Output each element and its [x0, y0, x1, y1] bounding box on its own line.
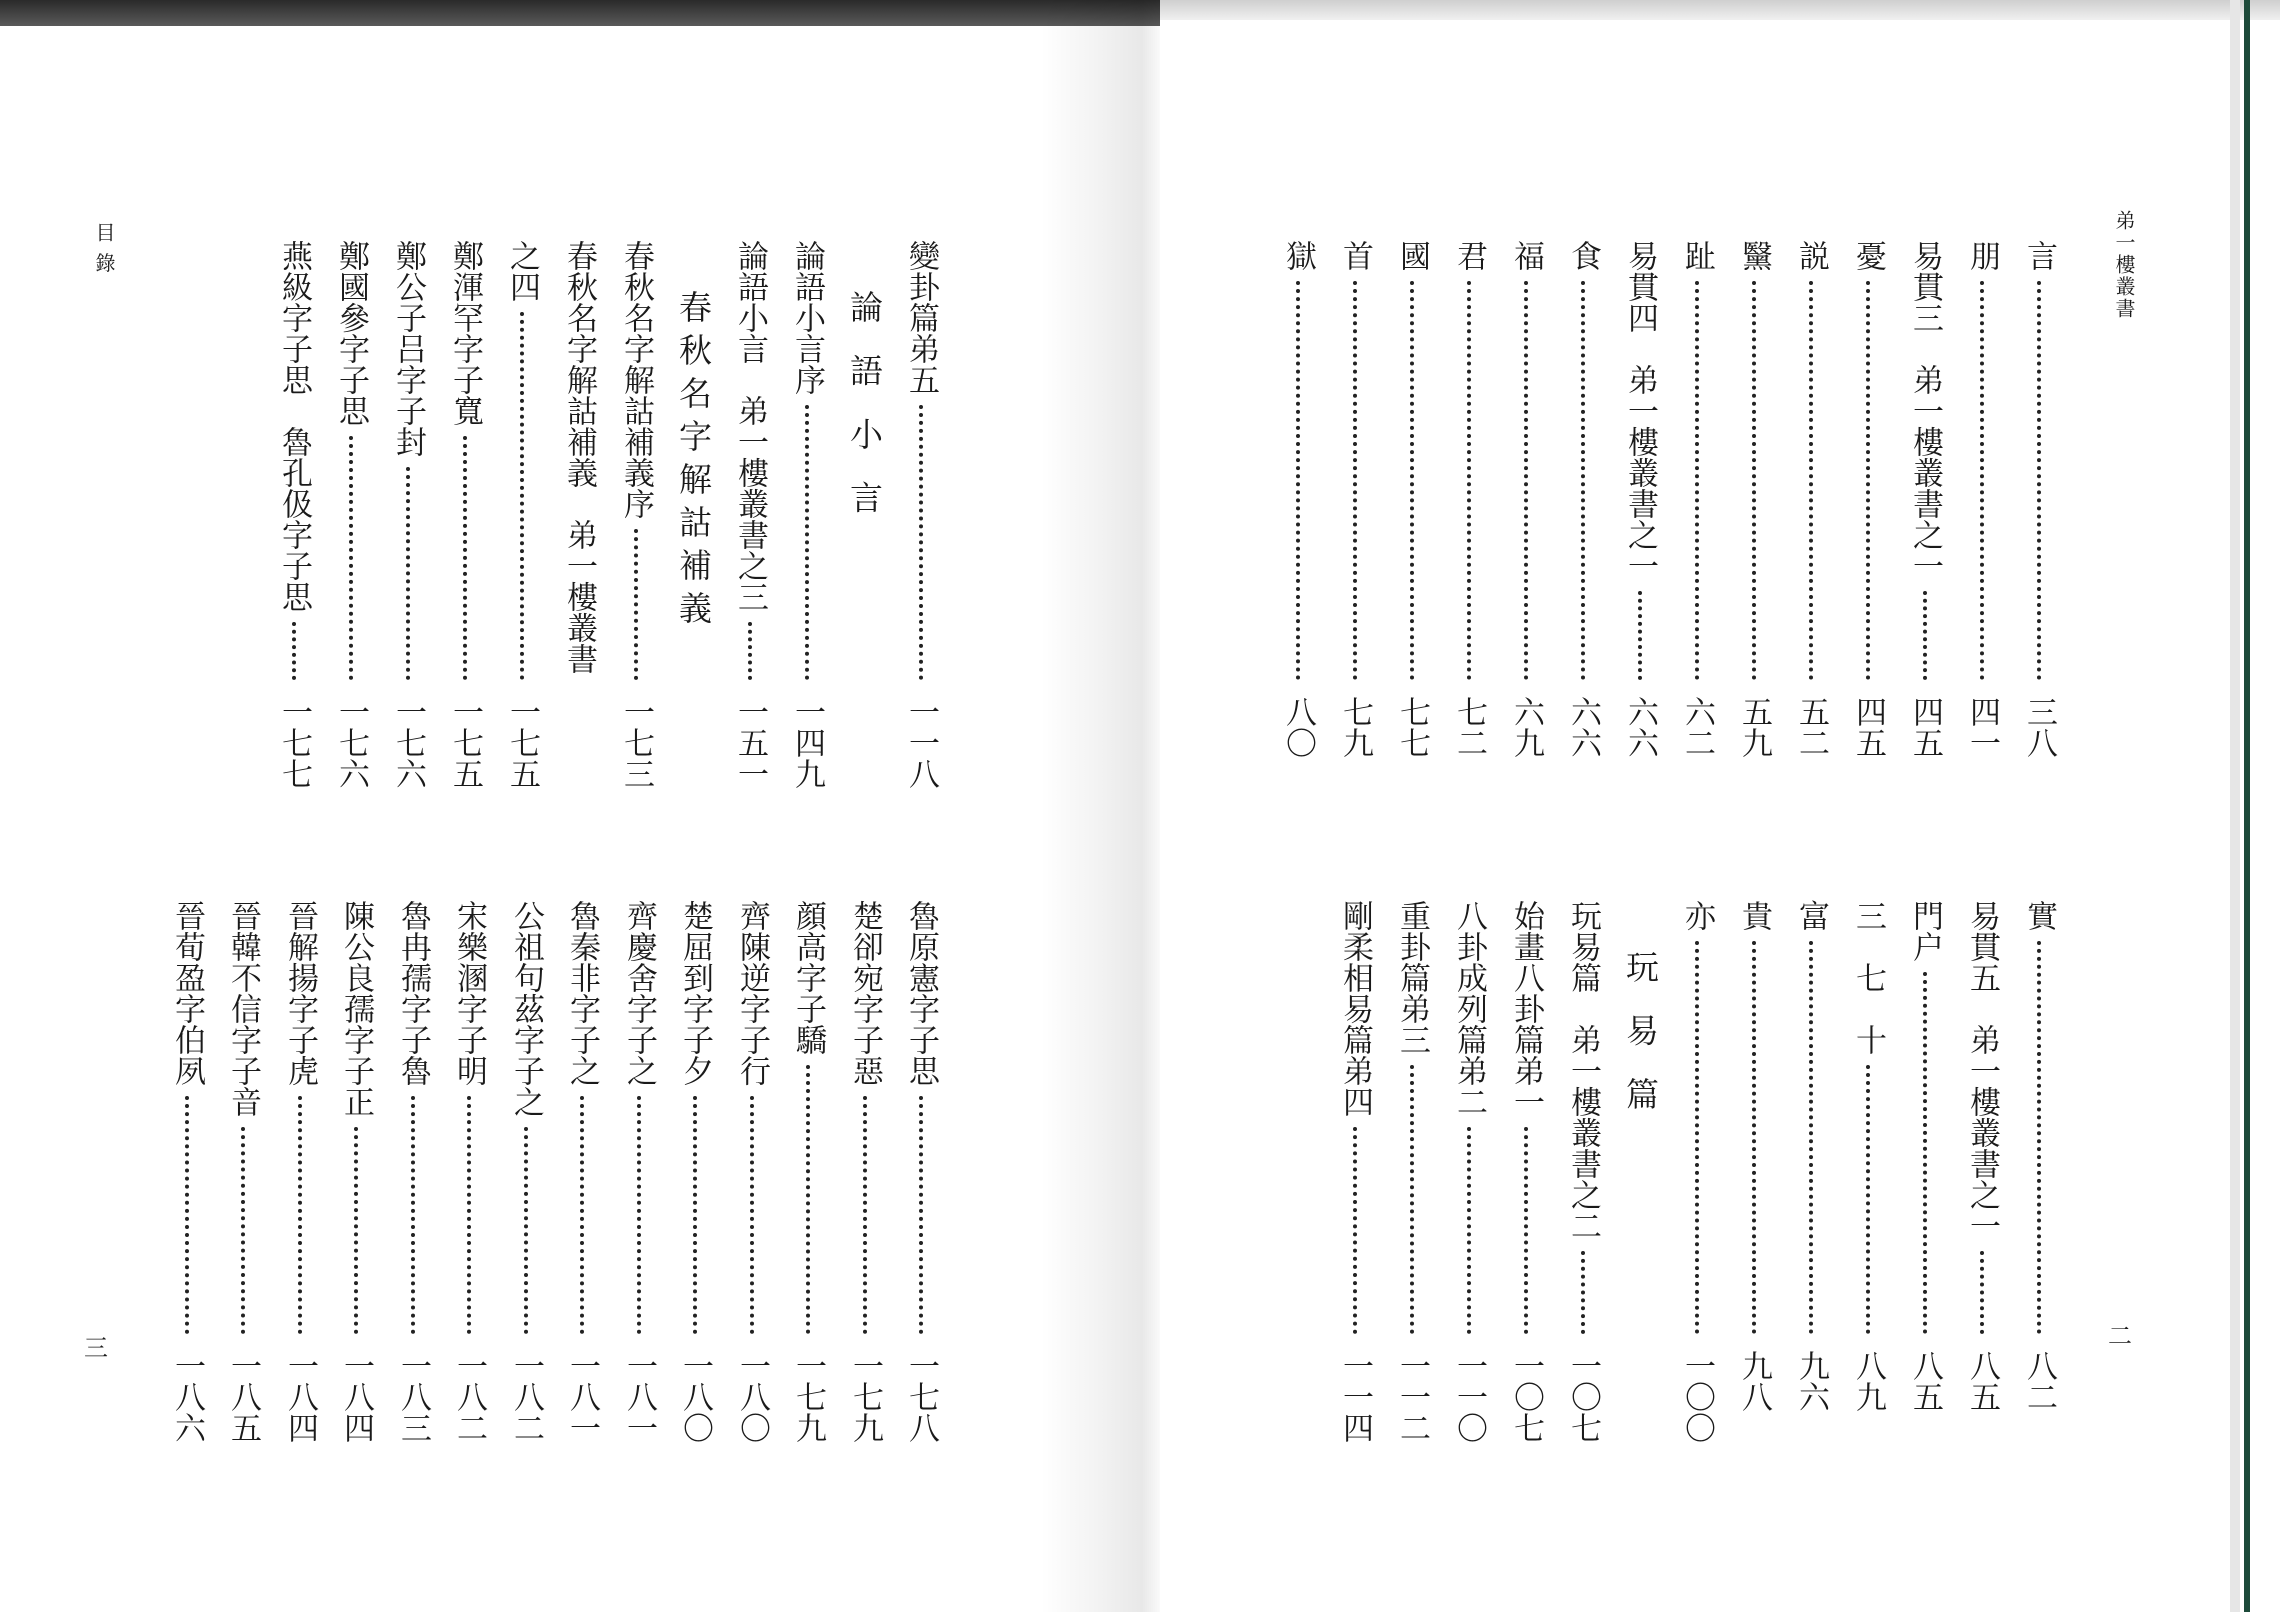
toc-entry-page-number: 三八 [2021, 696, 2057, 758]
toc-entry-title: 齊慶舍字子之 [621, 900, 657, 1086]
toc-entry-title: 黳 [1736, 240, 1772, 271]
toc-entry [1959, 240, 2005, 816]
toc-entry [390, 900, 436, 1470]
toc-entry [556, 240, 602, 816]
toc-entry [1503, 900, 1549, 1470]
toc-entry-page-number: 七二 [1451, 696, 1487, 758]
toc-entry-title: 楚屈到字子夕 [677, 900, 713, 1086]
dot-leader [1467, 281, 1471, 680]
dot-leader [919, 405, 923, 680]
toc-entry-page-number: 一一〇 [1451, 1350, 1487, 1443]
dot-leader [2037, 281, 2041, 680]
toc-entry [784, 240, 830, 816]
toc-entry-title: 魯秦非字子之 [564, 900, 600, 1086]
toc-entry-title: 八卦成列篇弟二 [1451, 900, 1487, 1117]
dot-leader [748, 622, 752, 680]
toc-entry [446, 900, 492, 1470]
toc-entry [898, 240, 944, 816]
toc-entry-title: 獄 [1280, 240, 1316, 271]
toc-entry-page-number: 六九 [1508, 696, 1544, 758]
toc-entry [1788, 240, 1834, 816]
toc-entry [727, 240, 773, 816]
toc-entry-page-number: 一八六 [169, 1350, 205, 1443]
page-edge [2230, 0, 2240, 1612]
toc-entry [1332, 240, 1378, 816]
toc-entry-title: 變卦篇弟五 [903, 240, 939, 395]
running-head-right: 弟一樓叢書 [2112, 210, 2136, 320]
toc-entry-title: 春秋名字解詁補義序 [618, 240, 654, 519]
toc-entry [672, 900, 718, 1470]
page-number-left: 三 [84, 1334, 108, 1362]
toc-entry-page-number: 一八四 [338, 1350, 374, 1443]
toc-entry-page-number: 一〇七 [1508, 1350, 1544, 1443]
dot-leader [1524, 281, 1528, 680]
toc-entry-page-number: 六六 [1565, 696, 1601, 758]
toc-entry-page-number: 四一 [1964, 696, 2000, 758]
toc-entry-page-number: 一一八 [903, 696, 939, 789]
toc-entry-title: 趾 [1679, 240, 1715, 271]
toc-entry-page-number: 九六 [1793, 1350, 1829, 1412]
toc-entry [271, 240, 317, 816]
toc-entry-page-number: 一八〇 [677, 1350, 713, 1443]
toc-entry-title: 首 [1337, 240, 1373, 271]
dot-leader [1410, 1065, 1414, 1334]
dot-leader [406, 467, 410, 680]
toc-entry-title: 易貫三 弟一樓叢書之一 [1907, 240, 1943, 581]
dot-leader [1695, 281, 1699, 680]
toc-entry [1731, 240, 1777, 816]
dot-leader [1809, 941, 1813, 1334]
toc-entry [898, 900, 944, 1470]
dot-leader [524, 1127, 528, 1334]
dot-leader [292, 622, 296, 680]
toc-entry-title: 重卦篇弟三 [1394, 900, 1430, 1055]
toc-entry [442, 240, 488, 816]
toc-entry [1332, 900, 1378, 1470]
dot-leader [805, 405, 809, 680]
toc-entry-title: 顔高字子驕 [790, 900, 826, 1055]
dot-leader [806, 1065, 810, 1334]
toc-entry-title: 陳公良孺字子正 [338, 900, 374, 1117]
dot-leader [241, 1127, 245, 1334]
toc-entry-title: 易貫五 弟一樓叢書之一 [1964, 900, 2000, 1241]
toc-entry [2016, 900, 2062, 1470]
dot-leader [750, 1096, 754, 1334]
dot-leader [1866, 1065, 1870, 1334]
dot-leader [349, 436, 353, 680]
toc-entry-page-number: 一一二 [1394, 1350, 1430, 1443]
toc-entry-title: 亦 [1679, 900, 1715, 931]
toc-entry-title: 貴 [1736, 900, 1772, 931]
toc-entry-title: 鄭公子吕字子封 [390, 240, 426, 457]
toc-entry-title: 楚卻宛字子惡 [847, 900, 883, 1086]
toc-entry [1674, 240, 1720, 816]
toc-entry-page-number: 六二 [1679, 696, 1715, 758]
dot-leader [1467, 1127, 1471, 1334]
scan-top-edge-dark [0, 0, 1160, 26]
dot-leader [1638, 591, 1642, 680]
toc-entry-title: 易貫四 弟一樓叢書之一 [1622, 240, 1658, 581]
toc-entry-page-number: 九八 [1736, 1350, 1772, 1412]
dot-leader [354, 1127, 358, 1334]
dot-leader [1923, 972, 1927, 1334]
toc-entry-page-number: 一八四 [282, 1350, 318, 1443]
toc-entry-page-number: 八五 [1907, 1350, 1943, 1412]
toc-entry-page-number: 四五 [1907, 696, 1943, 758]
dot-leader [637, 1096, 641, 1334]
dot-leader [1524, 1127, 1528, 1334]
dot-leader [1296, 281, 1300, 680]
toc-entry-title: 朋 [1964, 240, 2000, 271]
section-heading: 論 語 小 言 [845, 290, 884, 524]
toc-entry [328, 240, 374, 816]
dot-leader [1752, 281, 1756, 680]
toc-entry-page-number: 一五一 [732, 696, 768, 789]
toc-entry [277, 900, 323, 1470]
toc-entry [333, 900, 379, 1470]
toc-entry-page-number: 一八〇 [734, 1350, 770, 1443]
toc-entry [785, 900, 831, 1470]
toc-entry-page-number: 一七九 [790, 1350, 826, 1443]
toc-entry-page-number: 一七九 [847, 1350, 883, 1443]
running-head-left: 目 錄 [92, 222, 116, 275]
toc-entry-page-number: 五二 [1793, 696, 1829, 758]
dot-leader [1752, 941, 1756, 1334]
toc-entry-page-number: 八五 [1964, 1350, 2000, 1412]
toc-entry-page-number: 一七五 [504, 696, 540, 789]
toc-entry-page-number: 五九 [1736, 696, 1772, 758]
dot-leader [1923, 591, 1927, 680]
toc-entry [613, 240, 659, 816]
toc-entry-title: 憂 [1850, 240, 1886, 271]
dot-leader [919, 1096, 923, 1334]
toc-entry-title: 食 [1565, 240, 1601, 271]
toc-entry-title: 晉荀盈字伯夙 [169, 900, 205, 1086]
toc-entry-title: 實 [2021, 900, 2057, 931]
dot-leader [1695, 941, 1699, 1334]
toc-entry-title: 鄭國參字子思 [333, 240, 369, 426]
dot-leader [1581, 1251, 1585, 1334]
toc-entry-page-number: 一七五 [447, 696, 483, 789]
toc-entry [2016, 240, 2062, 816]
toc-entry [1674, 900, 1720, 1470]
toc-entry-title: 剛柔相易篇弟四 [1337, 900, 1373, 1117]
dot-leader [411, 1096, 415, 1334]
toc-entry-page-number: 一七六 [333, 696, 369, 789]
toc-entry-page-number: 一八一 [564, 1350, 600, 1443]
toc-entry [385, 240, 431, 816]
dot-leader [185, 1096, 189, 1334]
toc-entry-title: 魯冉孺字子魯 [395, 900, 431, 1086]
toc-entry [559, 900, 605, 1470]
toc-entry [499, 240, 545, 816]
dot-leader [1809, 281, 1813, 680]
toc-entry [1902, 900, 1948, 1470]
dot-leader [2037, 941, 2041, 1334]
dot-leader [1980, 1251, 1984, 1334]
toc-entry-title: 宋樂溷字子明 [451, 900, 487, 1086]
toc-entry-page-number: 一八二 [508, 1350, 544, 1443]
toc-entry [164, 900, 210, 1470]
toc-entry [1560, 240, 1606, 816]
dot-leader [863, 1096, 867, 1334]
toc-entry [1503, 240, 1549, 816]
toc-entry-page-number: 四五 [1850, 696, 1886, 758]
toc-entry [1446, 900, 1492, 1470]
dot-leader [1410, 281, 1414, 680]
toc-entry-title: 論語小言序 [789, 240, 825, 395]
toc-entry-title: 三 七 十 [1850, 900, 1886, 1055]
book-gutter-shadow [1040, 0, 1160, 1612]
toc-entry-title: 説 [1793, 240, 1829, 271]
toc-entry-title: 福 [1508, 240, 1544, 271]
toc-entry-title: 國 [1394, 240, 1430, 271]
toc-entry-page-number: 一七三 [618, 696, 654, 789]
toc-entry-title: 富 [1793, 900, 1829, 931]
toc-entry [220, 900, 266, 1470]
toc-entry [1389, 240, 1435, 816]
toc-entry [842, 900, 888, 1470]
toc-entry-page-number: 一七七 [276, 696, 312, 789]
toc-entry-title: 始畫八卦篇弟一 [1508, 900, 1544, 1117]
toc-entry [1902, 240, 1948, 816]
toc-entry [1617, 240, 1663, 816]
dot-leader [467, 1096, 471, 1334]
toc-entry-page-number: 一一四 [1337, 1350, 1373, 1443]
toc-entry-title: 公祖句茲字子之 [508, 900, 544, 1117]
toc-entry-page-number: 七九 [1337, 696, 1373, 758]
toc-entry-page-number: 一七六 [390, 696, 426, 789]
toc-entry-title: 君 [1451, 240, 1487, 271]
toc-entry-page-number: 一八一 [621, 1350, 657, 1443]
toc-entry-page-number: 八九 [1850, 1350, 1886, 1412]
toc-entry-title: 鄭渾罕字子寬 [447, 240, 483, 426]
toc-entry-title: 門户 [1907, 900, 1943, 962]
dot-leader [1980, 281, 1984, 680]
toc-entry-page-number: 一八五 [225, 1350, 261, 1443]
toc-entry-title: 論語小言 弟一樓叢書之三 [732, 240, 768, 612]
dot-leader [520, 312, 524, 680]
toc-entry [616, 900, 662, 1470]
toc-entry-page-number: 一〇七 [1565, 1350, 1601, 1443]
toc-entry [1731, 900, 1777, 1470]
dot-leader [1353, 281, 1357, 680]
dot-leader [1581, 281, 1585, 680]
toc-entry [1788, 900, 1834, 1470]
toc-entry [1446, 240, 1492, 816]
toc-entry [1845, 900, 1891, 1470]
toc-entry [1560, 900, 1606, 1470]
toc-entry-page-number: 八二 [2021, 1350, 2057, 1412]
book-cover-edge [2244, 0, 2250, 1612]
dot-leader [298, 1096, 302, 1334]
toc-entry [729, 900, 775, 1470]
toc-entry-page-number: 一七八 [903, 1350, 939, 1443]
toc-entry-title: 春秋名字解詁補義 弟一樓叢書 [561, 240, 597, 674]
toc-entry-page-number: 六六 [1622, 696, 1658, 758]
toc-entry-title: 晉韓不信字子音 [225, 900, 261, 1117]
toc-entry [1959, 900, 2005, 1470]
toc-entry-page-number: 一〇〇 [1679, 1350, 1715, 1443]
dot-leader [463, 436, 467, 680]
toc-entry-page-number: 八〇 [1280, 696, 1316, 758]
section-heading: 玩 易 篇 [1621, 950, 1660, 1120]
toc-entry [1389, 900, 1435, 1470]
toc-entry [503, 900, 549, 1470]
toc-entry-title: 言 [2021, 240, 2057, 271]
dot-leader [1353, 1127, 1357, 1334]
section-heading: 春秋名字解詁補義 [674, 290, 713, 634]
toc-entry [1275, 240, 1321, 816]
toc-entry-title: 之四 [504, 240, 540, 302]
toc-entry-title: 晉解揚字子虎 [282, 900, 318, 1086]
dot-leader [634, 529, 638, 680]
toc-entry-page-number: 一八三 [395, 1350, 431, 1443]
toc-entry-title: 魯原憲字子思 [903, 900, 939, 1086]
scan-top-edge-light [1160, 0, 2280, 20]
toc-entry-page-number: 七七 [1394, 696, 1430, 758]
toc-entry-page-number: 一四九 [789, 696, 825, 789]
page-number-right: 二 [2108, 1322, 2132, 1350]
toc-entry-title: 齊陳逆字子行 [734, 900, 770, 1086]
toc-entry [1845, 240, 1891, 816]
toc-entry-title: 燕級字子思 魯孔伋字子思 [276, 240, 312, 612]
dot-leader [693, 1096, 697, 1334]
toc-entry-title: 玩易篇 弟一樓叢書之二 [1565, 900, 1601, 1241]
dot-leader [580, 1096, 584, 1334]
dot-leader [1866, 281, 1870, 680]
toc-entry-page-number: 一八二 [451, 1350, 487, 1443]
